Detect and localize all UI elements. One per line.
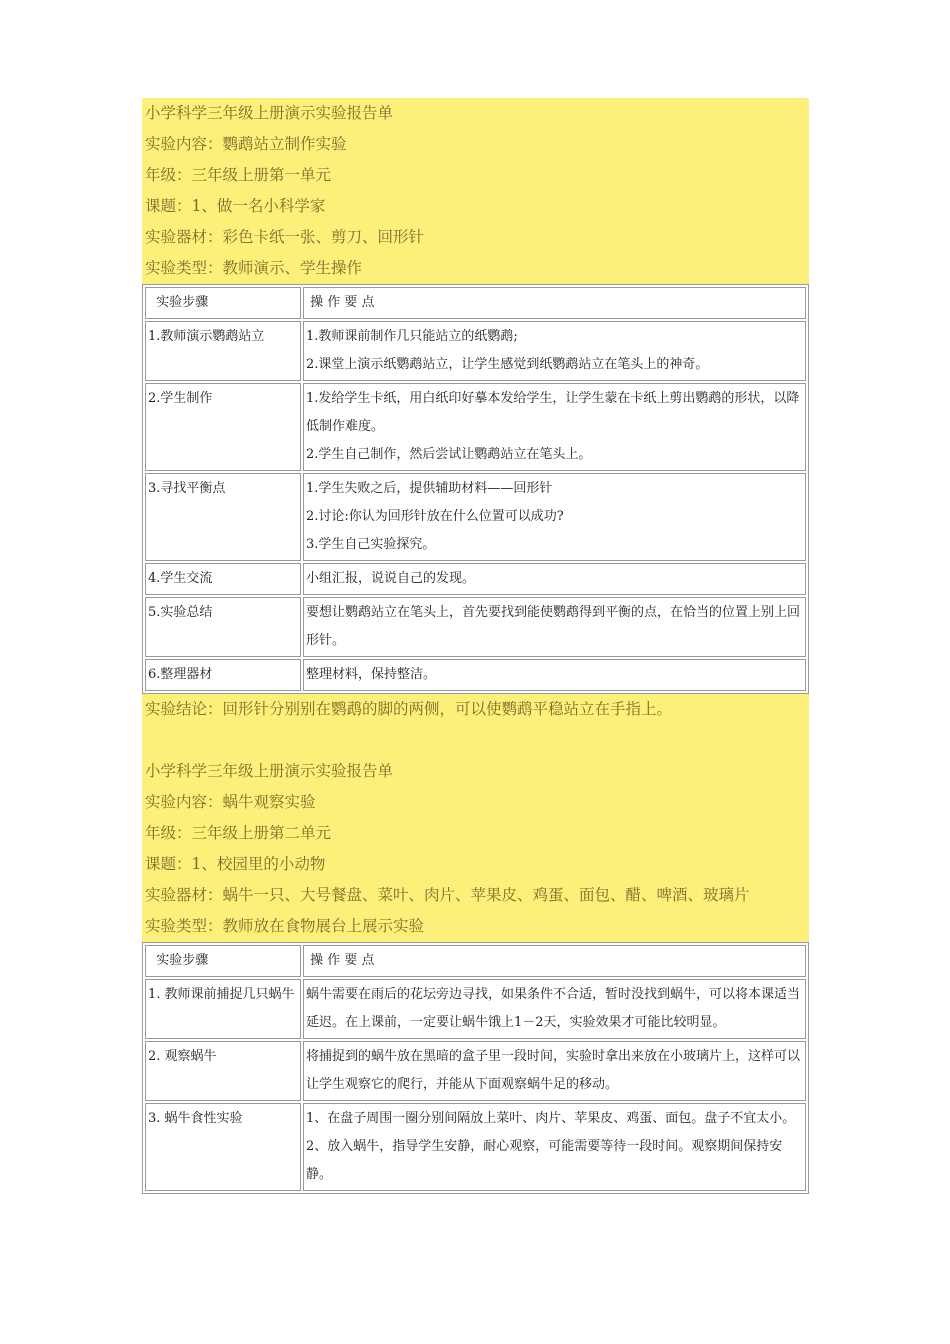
table-row	[145, 1103, 806, 1191]
report1-type: 实验类型：教师演示、学生操作	[145, 259, 363, 277]
points-cell: 1.教师课前制作几只能站立的纸鹦鹉; 2.课堂上演示纸鹦鹉站立，让学生感觉到纸鹦鹉站立在笔头上的神奇。	[303, 321, 806, 381]
step-cell: 1. 教师课前捕捉几只蜗牛	[145, 979, 301, 1039]
report1-header	[142, 98, 809, 284]
points-cell: 要想让鹦鹉站立在笔头上，首先要找到能使鹦鹉得到平衡的点，在恰当的位置上别上回形针。	[303, 597, 806, 657]
points-cell: 蜗牛需要在雨后的花坛旁边寻找，如果条件不合适，暂时没找到蜗牛，可以将本课适当延迟。在上课前，一定要让蜗牛饿上1－2天，实验效果才可能比较明显。	[303, 979, 806, 1039]
table-row	[145, 473, 806, 561]
step-cell: 4.学生交流	[145, 563, 301, 595]
header-points: 操 作 要 点	[303, 945, 806, 977]
points-cell: 将捕捉到的蜗牛放在黑暗的盒子里一段时间，实验时拿出来放在小玻璃片上，这样可以让学生观察它的爬行，并能从下面观察蜗牛足的移动。	[303, 1041, 806, 1101]
report1-title: 小学科学三年级上册演示实验报告单	[145, 104, 394, 122]
table-header-row	[145, 287, 806, 319]
step-cell: 5.实验总结	[145, 597, 301, 657]
points-cell: 1.发给学生卡纸，用白纸印好摹本发给学生，让学生蒙在卡纸上剪出鹦鹉的形状，以降低制作难度。 2.学生自己制作，然后尝试让鹦鹉站立在笔头上。	[303, 383, 806, 471]
table-row	[145, 321, 806, 381]
blank-line	[142, 725, 809, 756]
report1-table	[142, 284, 809, 694]
points-cell: 小组汇报，说说自己的发现。	[303, 563, 806, 595]
step-cell: 2.学生制作	[145, 383, 301, 471]
table-row	[145, 659, 806, 691]
table-header-row	[145, 945, 806, 977]
report2-content: 实验内容：蜗牛观察实验	[145, 793, 316, 811]
table-row	[145, 979, 806, 1039]
report-separator	[142, 694, 809, 942]
report2-type: 实验类型：教师放在食物展台上展示实验	[145, 917, 425, 935]
report2-table	[142, 942, 809, 1194]
step-cell: 1.教师演示鹦鹉站立	[145, 321, 301, 381]
report2-grade: 年级：三年级上册第二单元	[145, 824, 332, 842]
header-step: 实验步骤	[145, 945, 301, 977]
document	[142, 98, 809, 1194]
report2-topic: 课题：1、校园里的小动物	[145, 855, 326, 873]
header-step: 实验步骤	[145, 287, 301, 319]
step-cell: 3. 蜗牛食性实验	[145, 1103, 301, 1191]
report2-title: 小学科学三年级上册演示实验报告单	[145, 762, 394, 780]
report1-content: 实验内容：鹦鹉站立制作实验	[145, 135, 347, 153]
report1-grade: 年级：三年级上册第一单元	[145, 166, 332, 184]
report1-conclusion: 实验结论：回形针分别别在鹦鹉的脚的两侧，可以使鹦鹉平稳站立在手指上。	[145, 700, 673, 718]
header-points: 操 作 要 点	[303, 287, 806, 319]
report1-topic: 课题：1、做一名小科学家	[145, 197, 326, 215]
points-cell: 整理材料，保持整洁。	[303, 659, 806, 691]
table-row	[145, 1041, 806, 1101]
table-row	[145, 597, 806, 657]
step-cell: 3.寻找平衡点	[145, 473, 301, 561]
report1-materials: 实验器材：彩色卡纸一张、剪刀、回形针	[145, 228, 425, 246]
table-row	[145, 383, 806, 471]
points-cell: 1、在盘子周围一圈分别间隔放上菜叶、肉片、苹果皮、鸡蛋、面包。盘子不宜太小。 2、放入蜗牛，指导学生安静，耐心观察，可能需要等待一段时间。观察期间保持安静。	[303, 1103, 806, 1191]
step-cell: 2. 观察蜗牛	[145, 1041, 301, 1101]
table-row	[145, 563, 806, 595]
points-cell: 1.学生失败之后，提供辅助材料——回形针 2.讨论:你认为回形针放在什么位置可以成功? 3.学生自己实验探究。	[303, 473, 806, 561]
report2-materials: 实验器材：蜗牛一只、大号餐盘、菜叶、肉片、苹果皮、鸡蛋、面包、醋、啤酒、玻璃片	[145, 886, 750, 904]
step-cell: 6.整理器材	[145, 659, 301, 691]
